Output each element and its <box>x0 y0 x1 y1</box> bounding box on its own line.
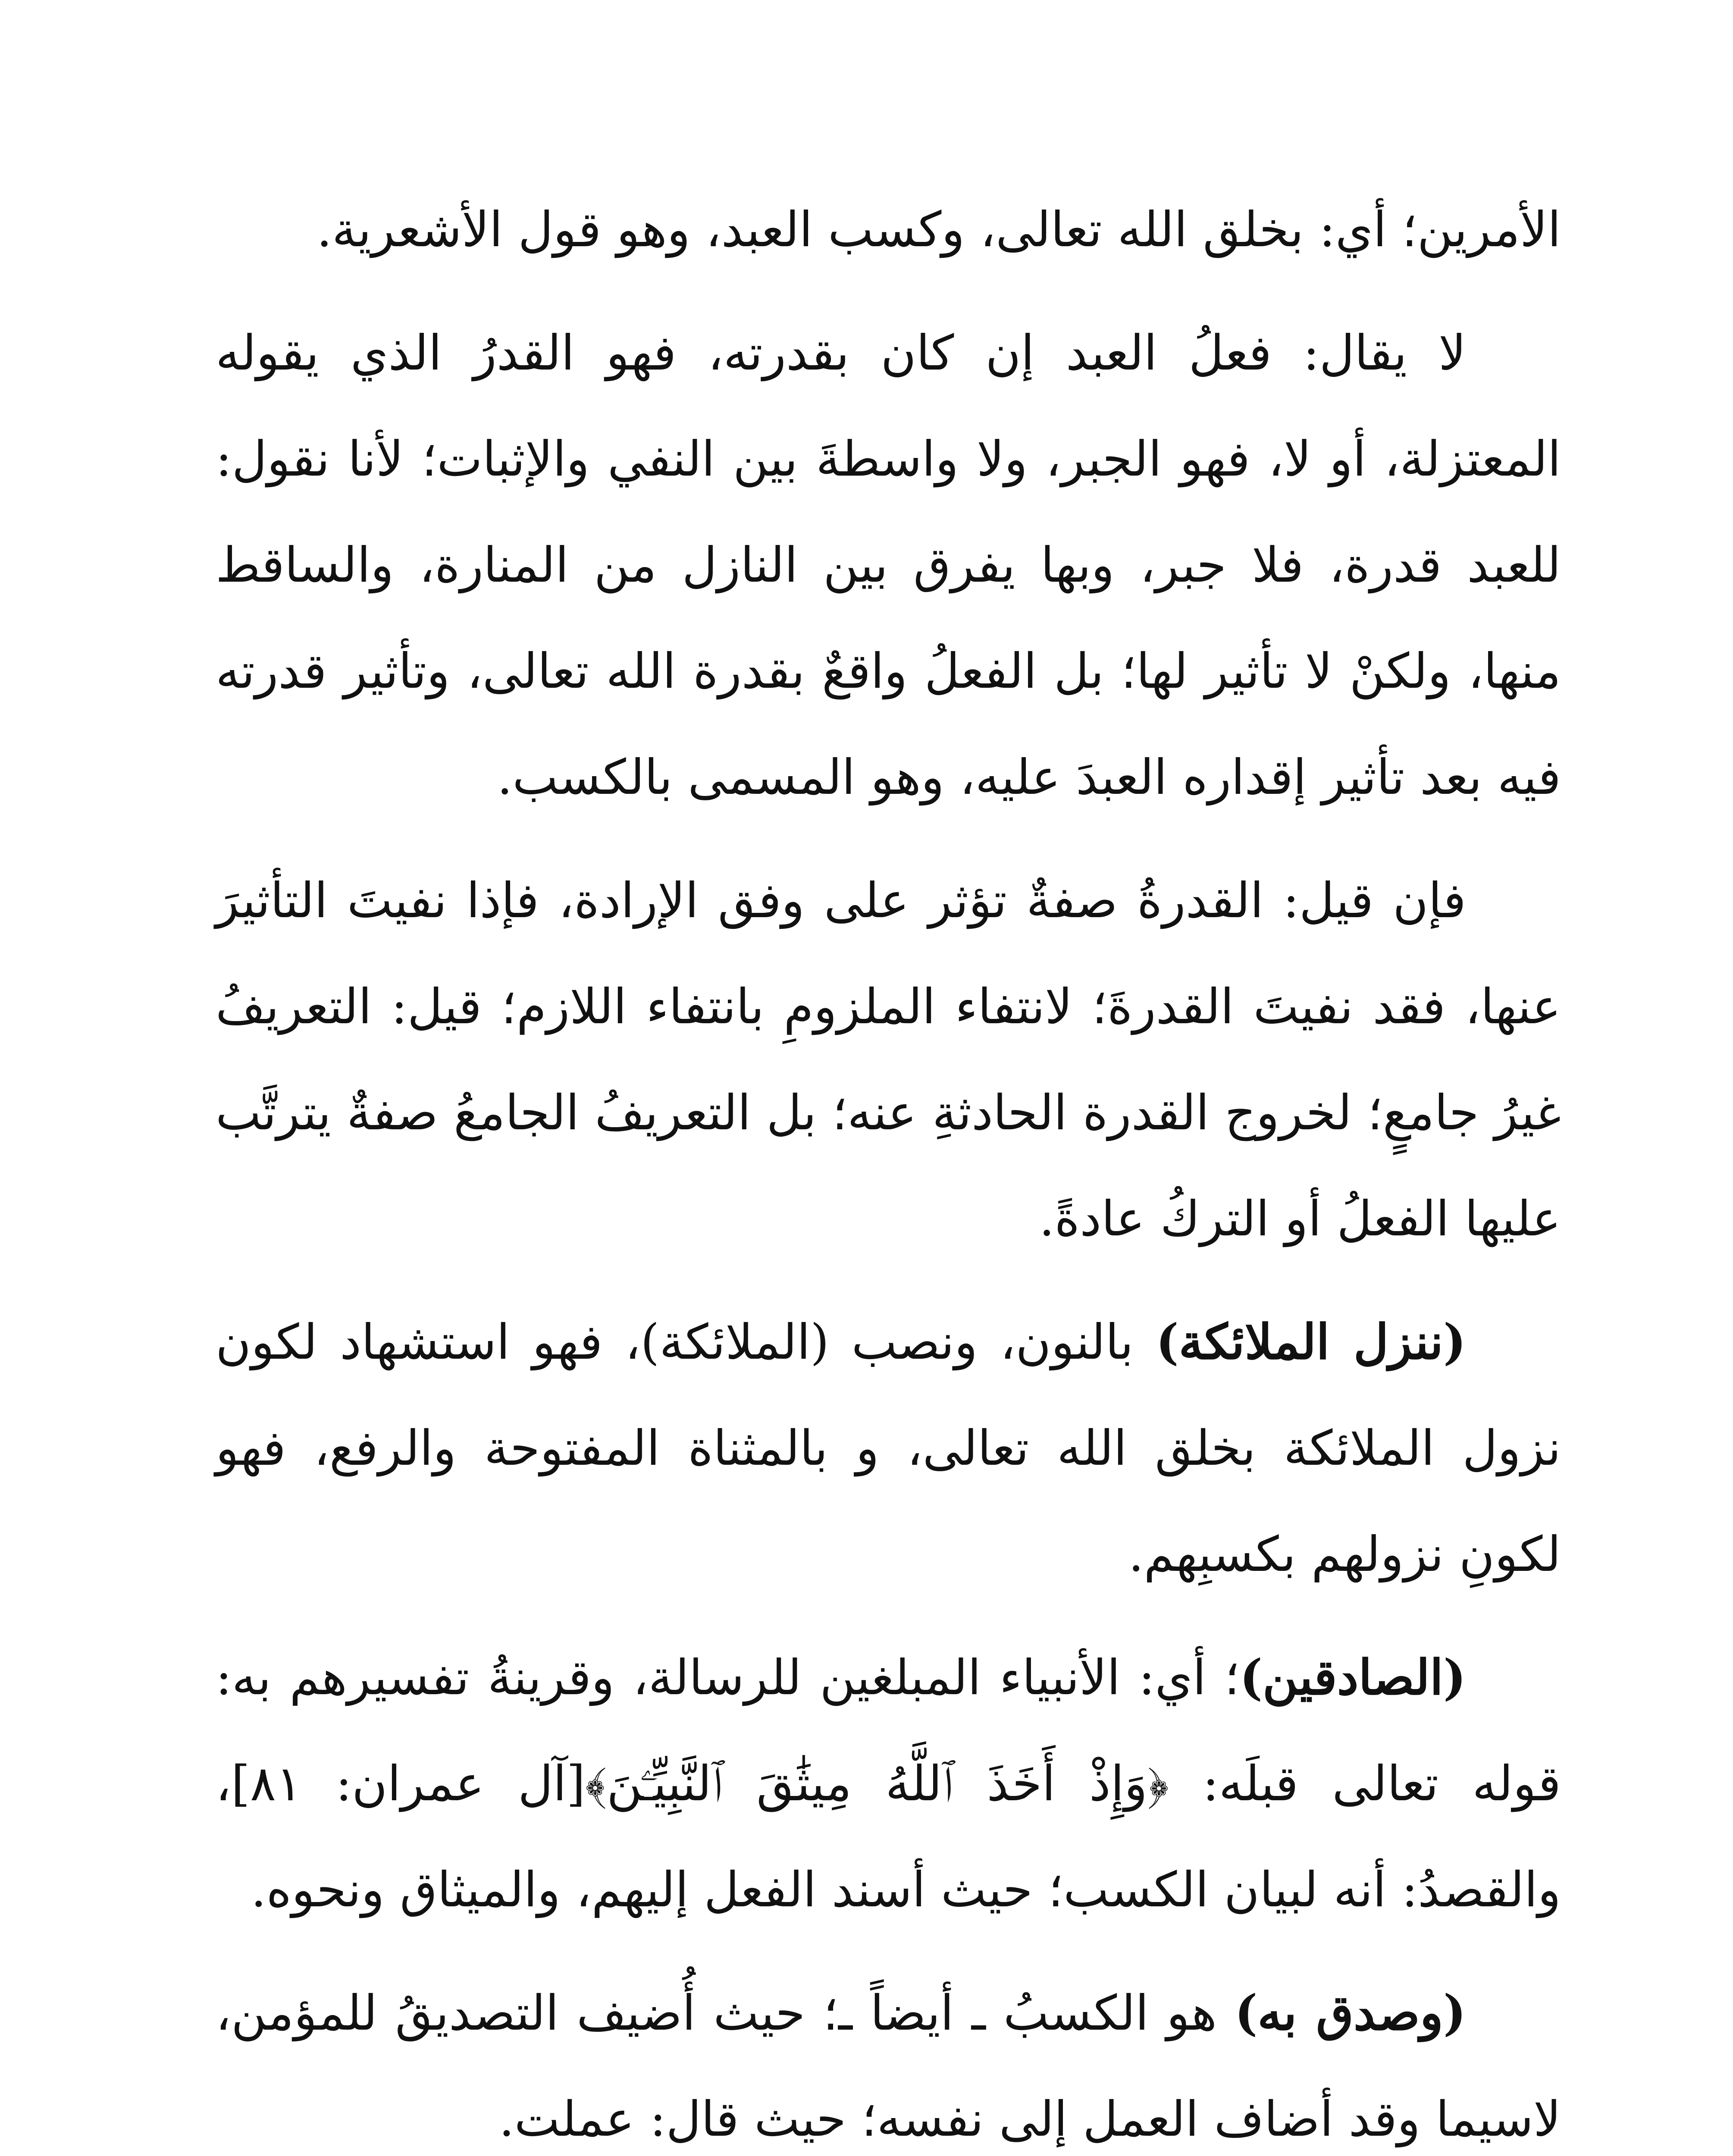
paragraph-2 <box>216 300 1561 830</box>
paragraph-4-bold-lemma: (ننزل الملائكة) <box>1156 1314 1467 1370</box>
paragraph-6-bold-lemma: (وصدق به) <box>1235 1985 1466 2041</box>
paragraph-5-bold-lemma: (الصادقين) <box>1240 1649 1466 1706</box>
paragraph-2-text: لا يقال: فعلُ العبد إن كان بقدرته، فهو القدرُ الذي يقوله المعتزلة، أو لا، فهو الجبر، ولا واسطةَ بين النفي والإثبات؛ لأنا نقول: للعبد قدرة، فلا جبر، وبها يفرق بين النازل من المنارة، والساقط منها، ولكنْ لا تأثير لها؛ بل الفعلُ واقعٌ بقدرة الله تعالى، وتأثير قدرته فيه بعد تأثير إقداره العبدَ عليه، وهو المسمى بالكسب. <box>216 325 1561 805</box>
paragraph-1 <box>216 177 1561 283</box>
paragraph-3-text: فإن قيل: القدرةُ صفةٌ تؤثر على وفق الإرادة، فإذا نفيتَ التأثيرَ عنها، فقد نفيتَ القدرةَ؛ لانتفاء الملزومِ بانتفاء اللازم؛ قيل: التعريفُ غيرُ جامعٍ؛ لخروج القدرة الحادثةِ عنه؛ بل التعريفُ الجامعُ صفةٌ يترتَّب عليها الفعلُ أو التركُ عادةً. <box>216 873 1561 1247</box>
page-body-text <box>216 177 1561 2156</box>
paragraph-4-text: بالنون، ونصب (الملائكة)، فهو استشهاد لكون نزول الملائكة بخلق الله تعالى، و بالمثناة المفتوحة والرفع، فهو لكونِ نزولهم بكسبِهم. <box>216 1314 1561 1583</box>
paragraph-5 <box>216 1625 1561 1943</box>
paragraph-4 <box>216 1289 1561 1608</box>
paragraph-6-text: هو الكسبُ ـ أيضاً ـ؛ حيث أُضيف التصديقُ للمؤمن، لاسيما وقد أضاف العمل إلى نفسه؛ حيث قال: عملت. <box>216 1985 1561 2147</box>
paragraph-1-text: الأمرين؛ أي: بخلق الله تعالى، وكسب العبد، وهو قول الأشعرية. <box>317 202 1561 258</box>
paragraph-6 <box>216 1960 1561 2156</box>
paragraph-3 <box>216 848 1561 1272</box>
paragraph-5-text: ؛ أي: الأنبياء المبلغين للرسالة، وقرينةُ تفسيرهم به: قوله تعالى قبلَه: ﴿وَإِذْ أَخَذَ ٱللَّهُ مِيثَٰقَ ٱلنَّبِيِّـۧنَ﴾[آل عمران: ٨١]، والقصدُ: أنه لبيان الكسب؛ حيث أسند الفعل إليهم، والميثاق ونحوه. <box>216 1650 1561 1918</box>
